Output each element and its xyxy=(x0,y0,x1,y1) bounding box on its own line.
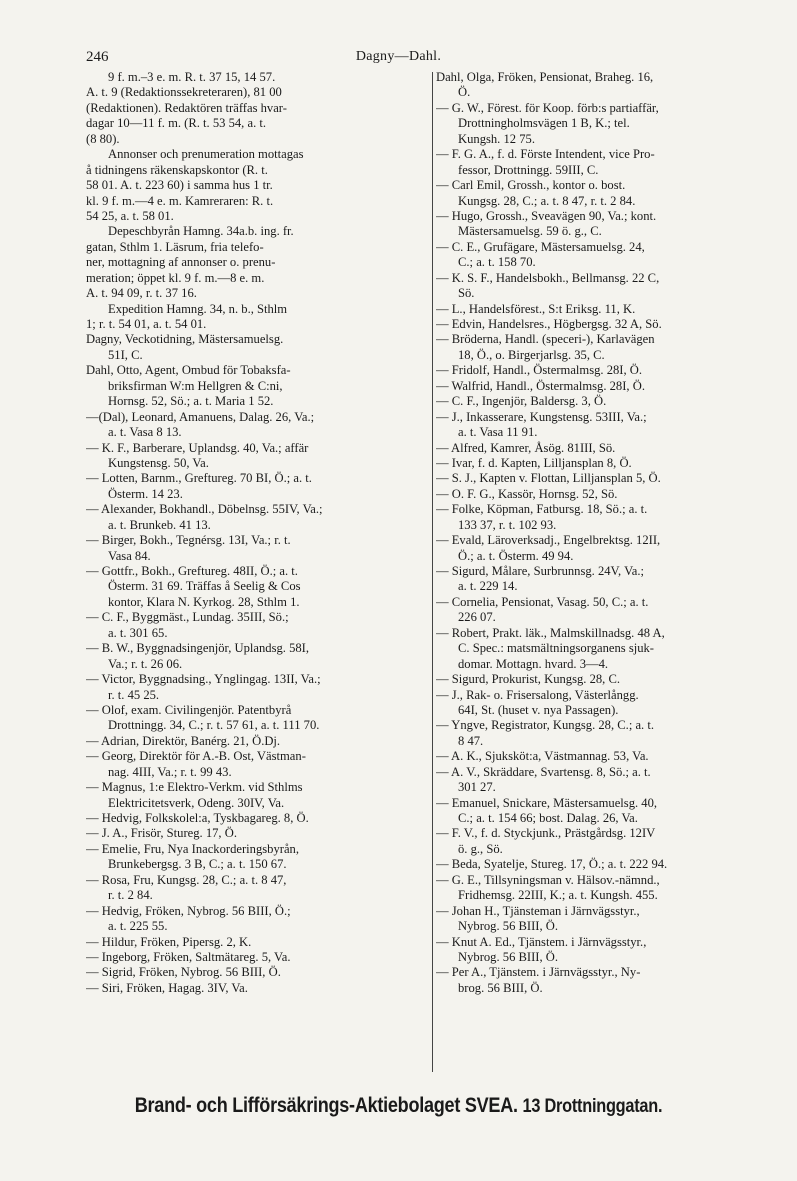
directory-entry-line: — Adrian, Direktör, Banérg. 21, Ö.Dj. xyxy=(86,733,281,748)
directory-entry-line: — J., Rak- o. Frisersalong, Västerlångg. xyxy=(436,687,639,702)
footer-advertisement xyxy=(56,1094,741,1118)
directory-entry-line: — Emanuel, Snickare, Mästersamuelsg. 40, xyxy=(436,795,658,810)
advertisement-address: 13 Drottninggatan. xyxy=(522,1096,663,1117)
directory-entry-line: — Emelie, Fru, Nya Inackorderingsbyrån, xyxy=(86,841,299,856)
directory-entry-line: 226 07. xyxy=(458,610,496,625)
directory-entry-line: Nybrog. 56 BIII, Ö. xyxy=(458,949,559,964)
directory-entry-line: — Walfrid, Handl., Östermalmsg. 28I, Ö. xyxy=(436,378,645,393)
directory-entry-line: Hornsg. 52, Sö.; a. t. Maria 1 52. xyxy=(108,394,274,409)
directory-entry-line: gatan, Sthlm 1. Läsrum, fria telefo- xyxy=(86,239,264,254)
directory-entry-line: kontor, Klara N. Kyrkog. 28, Sthlm 1. xyxy=(108,594,300,609)
directory-entry-line: — A. V., Skräddare, Svartensg. 8, Sö.; a. t. xyxy=(436,764,651,779)
directory-entry-line: — K. F., Barberare, Uplandsg. 40, Va.; affär xyxy=(86,440,309,455)
directory-entry-line: — C. F., Ingenjör, Baldersg. 3, Ö. xyxy=(436,394,607,409)
directory-entry-line: 51I, C. xyxy=(108,347,143,362)
directory-entry-line: — Siri, Fröken, Hagag. 3IV, Va. xyxy=(86,980,248,995)
directory-entry-line: — Ivar, f. d. Kapten, Lilljansplan 8, Ö. xyxy=(436,455,632,470)
directory-entry-line: —(Dal), Leonard, Amanuens, Dalag. 26, Va.; xyxy=(86,409,315,424)
directory-entry-line: meration; öppet kl. 9 f. m.—8 e. m. xyxy=(86,270,265,285)
directory-entry-line: — Fridolf, Handl., Östermalmsg. 28I, Ö. xyxy=(436,363,643,378)
directory-entry-line: — Lotten, Barnm., Greftureg. 70 BI, Ö.; a. t. xyxy=(86,471,312,486)
directory-entry-line: — Rosa, Fru, Kungsg. 28, C.; a. t. 8 47, xyxy=(86,872,287,887)
directory-entry-line: — Magnus, 1:e Elektro-Verkm. vid Sthlms xyxy=(86,780,303,795)
directory-entry-line: Mästersamuelsg. 59 ö. g., C. xyxy=(458,224,602,239)
directory-entry-line: a. t. Vasa 11 91. xyxy=(458,425,538,440)
directory-entry-line: — L., Handelsförest., S:t Eriksg. 11, K. xyxy=(436,301,636,316)
directory-entry-line: 54 25, a. t. 58 01. xyxy=(86,208,174,223)
directory-entry-line: — Sigurd, Målare, Surbrunnsg. 24V, Va.; xyxy=(436,564,645,578)
directory-entry-line: a. t. 229 14. xyxy=(458,579,518,594)
directory-entry-line: — S. J., Kapten v. Flottan, Lilljansplan 5, Ö. xyxy=(436,471,661,486)
directory-entry-line: kl. 9 f. m.—4 e. m. Kamreraren: R. t. xyxy=(86,193,274,208)
directory-entry-line: — Yngve, Registrator, Kungsg. 28, C.; a. t. xyxy=(436,718,654,733)
directory-entry-line: 9 f. m.–3 e. m. R. t. 37 15, 14 57. xyxy=(108,70,276,84)
directory-entry-line: (8 80). xyxy=(86,131,120,146)
directory-entry-line: — Birger, Bokh., Tegnérsg. 13I, Va.; r. t. xyxy=(86,533,291,548)
directory-entry-line: C.; a. t. 154 66; bost. Dalag. 26, Va. xyxy=(458,811,638,825)
directory-entry-line: Nybrog. 56 BIII, Ö. xyxy=(458,919,559,934)
directory-entry-line: Kungsh. 12 75. xyxy=(458,131,535,146)
directory-entry-line: 64I, St. (huset v. nya Passagen). xyxy=(458,702,619,717)
directory-entry-line: — C. F., Byggmäst., Lundag. 35III, Sö.; xyxy=(86,610,289,625)
directory-entry-line: — Olof, exam. Civilingenjör. Patentbyrå xyxy=(86,702,292,717)
directory-entry-line: — Carl Emil, Grossh., kontor o. bost. xyxy=(436,178,626,193)
directory-entry-line: 18, Ö., o. Birgerjarlsg. 35, C. xyxy=(458,347,605,362)
directory-entry-line: — B. W., Byggnadsingenjör, Uplandsg. 58I, xyxy=(86,641,310,656)
directory-entry-line: — J. A., Frisör, Stureg. 17, Ö. xyxy=(86,826,237,841)
directory-entry-line: Österm. 14 23. xyxy=(108,486,183,501)
directory-entry-line: — A. K., Sjuksköt:a, Västmannag. 53, Va. xyxy=(436,749,649,764)
directory-entry-line: domar. Mottagn. hvard. 3—4. xyxy=(458,656,609,671)
directory-entry-line: briksfirman W:m Hellgren & C:ni, xyxy=(108,378,283,393)
directory-entry-line: — Hugo, Grossh., Sveavägen 90, Va.; kont. xyxy=(436,208,657,223)
directory-entry-line: Dahl, Olga, Fröken, Pensionat, Braheg. 16, xyxy=(436,70,654,84)
directory-entry-line: C.; a. t. 158 70. xyxy=(458,255,536,270)
directory-entry-line: 58 01. A. t. 223 60) i samma hus 1 tr. xyxy=(86,178,273,193)
directory-entry-line: fessor, Drottningg. 59III, C. xyxy=(458,162,599,177)
directory-entry-line: — F. V., f. d. Styckjunk., Prästgårdsg. 12IV xyxy=(436,826,656,841)
directory-entry-line: — Alfred, Kamrer, Åsög. 81III, Sö. xyxy=(436,440,616,455)
left-column xyxy=(86,70,432,996)
directory-entry-line: brog. 56 BIII, Ö. xyxy=(458,980,543,995)
directory-entry-line: (Redaktionen). Redaktören träffas hvar- xyxy=(86,100,287,115)
directory-entry-line: — Beda, Syatelje, Stureg. 17, Ö.; a. t. 222 94. xyxy=(436,857,668,872)
running-head: Dagny—Dahl. xyxy=(355,49,442,64)
directory-entry-line: Kungstensg. 50, Va. xyxy=(108,455,209,470)
directory-entry-line: dagar 10—11 f. m. (R. t. 53 54, a. t. xyxy=(86,116,267,131)
directory-entry-line: — Victor, Byggnadsing., Ynglingag. 13II, Va.; xyxy=(86,672,321,687)
directory-entry-line: — Edvin, Handelsres., Högbergsg. 32 A, Sö. xyxy=(436,317,662,331)
directory-entry-line: — Ingeborg, Fröken, Saltmätareg. 5, Va. xyxy=(86,949,291,964)
directory-entry-line: — Sigrid, Fröken, Nybrog. 56 BIII, Ö. xyxy=(86,965,281,980)
right-column xyxy=(436,70,782,996)
column-divider xyxy=(432,72,433,1072)
directory-entry-line: — Hedvig, Folkskolel:a, Tyskbagareg. 8, Ö. xyxy=(86,811,309,825)
directory-entry-line: Annonser och prenumeration mottagas xyxy=(108,147,304,162)
directory-entry-line: — J., Inkasserare, Kungstensg. 53III, Va.; xyxy=(436,409,647,424)
directory-entry-line: Kungsg. 28, C.; a. t. 8 47, r. t. 2 84. xyxy=(458,193,636,208)
directory-entry-line: Österm. 31 69. Träffas å Seelig & Cos xyxy=(108,579,301,594)
directory-entry-line: — Robert, Prakt. läk., Malmskillnadsg. 48 A, xyxy=(436,625,665,640)
directory-entry-line: — F. G. A., f. d. Förste Intendent, vice Pro- xyxy=(436,147,655,162)
directory-entry-line: — Knut A. Ed., Tjänstem. i Järnvägsstyr., xyxy=(436,934,647,949)
directory-entry-line: 8 47. xyxy=(458,733,484,748)
directory-entry-line: — Folke, Köpman, Fatbursg. 18, Sö.; a. t. xyxy=(436,502,648,517)
directory-entry-line: Elektricitetsverk, Odeng. 30IV, Va. xyxy=(108,795,285,810)
advertisement-text: Brand- och Lifförsäkrings-Aktiebolaget SVEA. xyxy=(134,1094,518,1117)
directory-entry-line: Fridhemsg. 22III, K.; a. t. Kungsh. 455. xyxy=(458,888,658,903)
directory-entry-line: ö. g., Sö. xyxy=(458,841,503,856)
directory-entry-line: C. Spec.: matsmältningsorganens sjuk- xyxy=(458,641,655,656)
directory-entry-line: Drottningholmsvägen 1 B, K.; tel. xyxy=(458,116,630,131)
directory-entry-line: a. t. Vasa 8 13. xyxy=(108,425,182,440)
directory-entry-line: — C. E., Grufägare, Mästersamuelsg. 24, xyxy=(436,239,645,254)
directory-entry-line: — Georg, Direktör för A.-B. Ost, Västman- xyxy=(86,749,306,764)
directory-entry-line: Va.; r. t. 26 06. xyxy=(108,656,183,671)
directory-entry-line: Ö.; a. t. Österm. 49 94. xyxy=(458,548,574,563)
directory-entry-line: Brunkebergsg. 3 B, C.; a. t. 150 67. xyxy=(108,857,287,872)
directory-entry-line: 133 37, r. t. 102 93. xyxy=(458,517,557,532)
directory-entry-line: ner, mottagning af annonser o. prenu- xyxy=(86,255,276,270)
directory-entry-line: — Hildur, Fröken, Pipersg. 2, K. xyxy=(86,934,252,949)
directory-entry-line: r. t. 45 25. xyxy=(108,687,160,702)
directory-entry-line: a. t. 301 65. xyxy=(108,625,168,640)
directory-entry-line: — Bröderna, Handl. (speceri-), Karlavägen xyxy=(436,332,655,347)
directory-entry-line: Depeschbyrån Hamng. 34a.b. ing. fr. xyxy=(108,224,294,239)
directory-entry-line: Sö. xyxy=(458,286,475,301)
directory-entry-line: — Sigurd, Prokurist, Kungsg. 28, C. xyxy=(436,672,621,687)
directory-entry-line: — G. W., Förest. för Koop. förb:s partiaffär, xyxy=(436,100,659,115)
directory-entry-line: Dahl, Otto, Agent, Ombud för Tobaksfa- xyxy=(86,363,291,378)
directory-entry-line: — Hedvig, Fröken, Nybrog. 56 BIII, Ö.; xyxy=(86,903,291,918)
directory-entry-line: — G. E., Tillsyningsman v. Hälsov.-nämnd., xyxy=(436,872,660,887)
directory-entry-line: — Alexander, Bokhandl., Döbelnsg. 55IV, Va.; xyxy=(86,502,323,517)
directory-entry-line: Ö. xyxy=(458,85,471,100)
directory-entry-line: — Cornelia, Pensionat, Vasag. 50, C.; a. t. xyxy=(436,594,649,609)
directory-entry-line: — Johan H., Tjänsteman i Järnvägsstyr., xyxy=(436,903,640,918)
directory-entry-line: Vasa 84. xyxy=(108,548,151,563)
directory-entry-line: Drottningg. 34, C.; r. t. 57 61, a. t. 111 70. xyxy=(108,718,320,733)
directory-entry-line: — Per A., Tjänstem. i Järnvägsstyr., Ny- xyxy=(436,965,641,980)
directory-entry-line: r. t. 2 84. xyxy=(108,888,153,903)
directory-entry-line: — Gottfr., Bokh., Greftureg. 48II, Ö.; a. t. xyxy=(86,564,298,578)
directory-entry-line: A. t. 94 09, r. t. 37 16. xyxy=(86,286,197,301)
directory-entry-line: Expedition Hamng. 34, n. b., Sthlm xyxy=(108,301,288,316)
page-number: 246 xyxy=(86,49,109,65)
directory-entry-line: — K. S. F., Handelsbokh., Bellmansg. 22 C, xyxy=(436,270,660,285)
directory-entry-line: — Evald, Läroverksadj., Engelbrektsg. 12II, xyxy=(436,533,661,548)
directory-entry-line: A. t. 9 (Redaktionssekreteraren), 81 00 xyxy=(86,85,282,100)
directory-entry-line: å tidningens räkenskapskontor (R. t. xyxy=(86,162,268,177)
directory-entry-line: — O. F. G., Kassör, Hornsg. 52, Sö. xyxy=(436,486,618,501)
directory-entry-line: a. t. Brunkeb. 41 13. xyxy=(108,517,211,532)
directory-entry-line: 1; r. t. 54 01, a. t. 54 01. xyxy=(86,317,207,331)
directory-entry-line: a. t. 225 55. xyxy=(108,919,168,934)
directory-entry-line: nag. 4III, Va.; r. t. 99 43. xyxy=(108,764,232,779)
directory-entry-line: 301 27. xyxy=(458,780,496,795)
directory-entry-line: Dagny, Veckotidning, Mästersamuelsg. xyxy=(86,332,284,347)
